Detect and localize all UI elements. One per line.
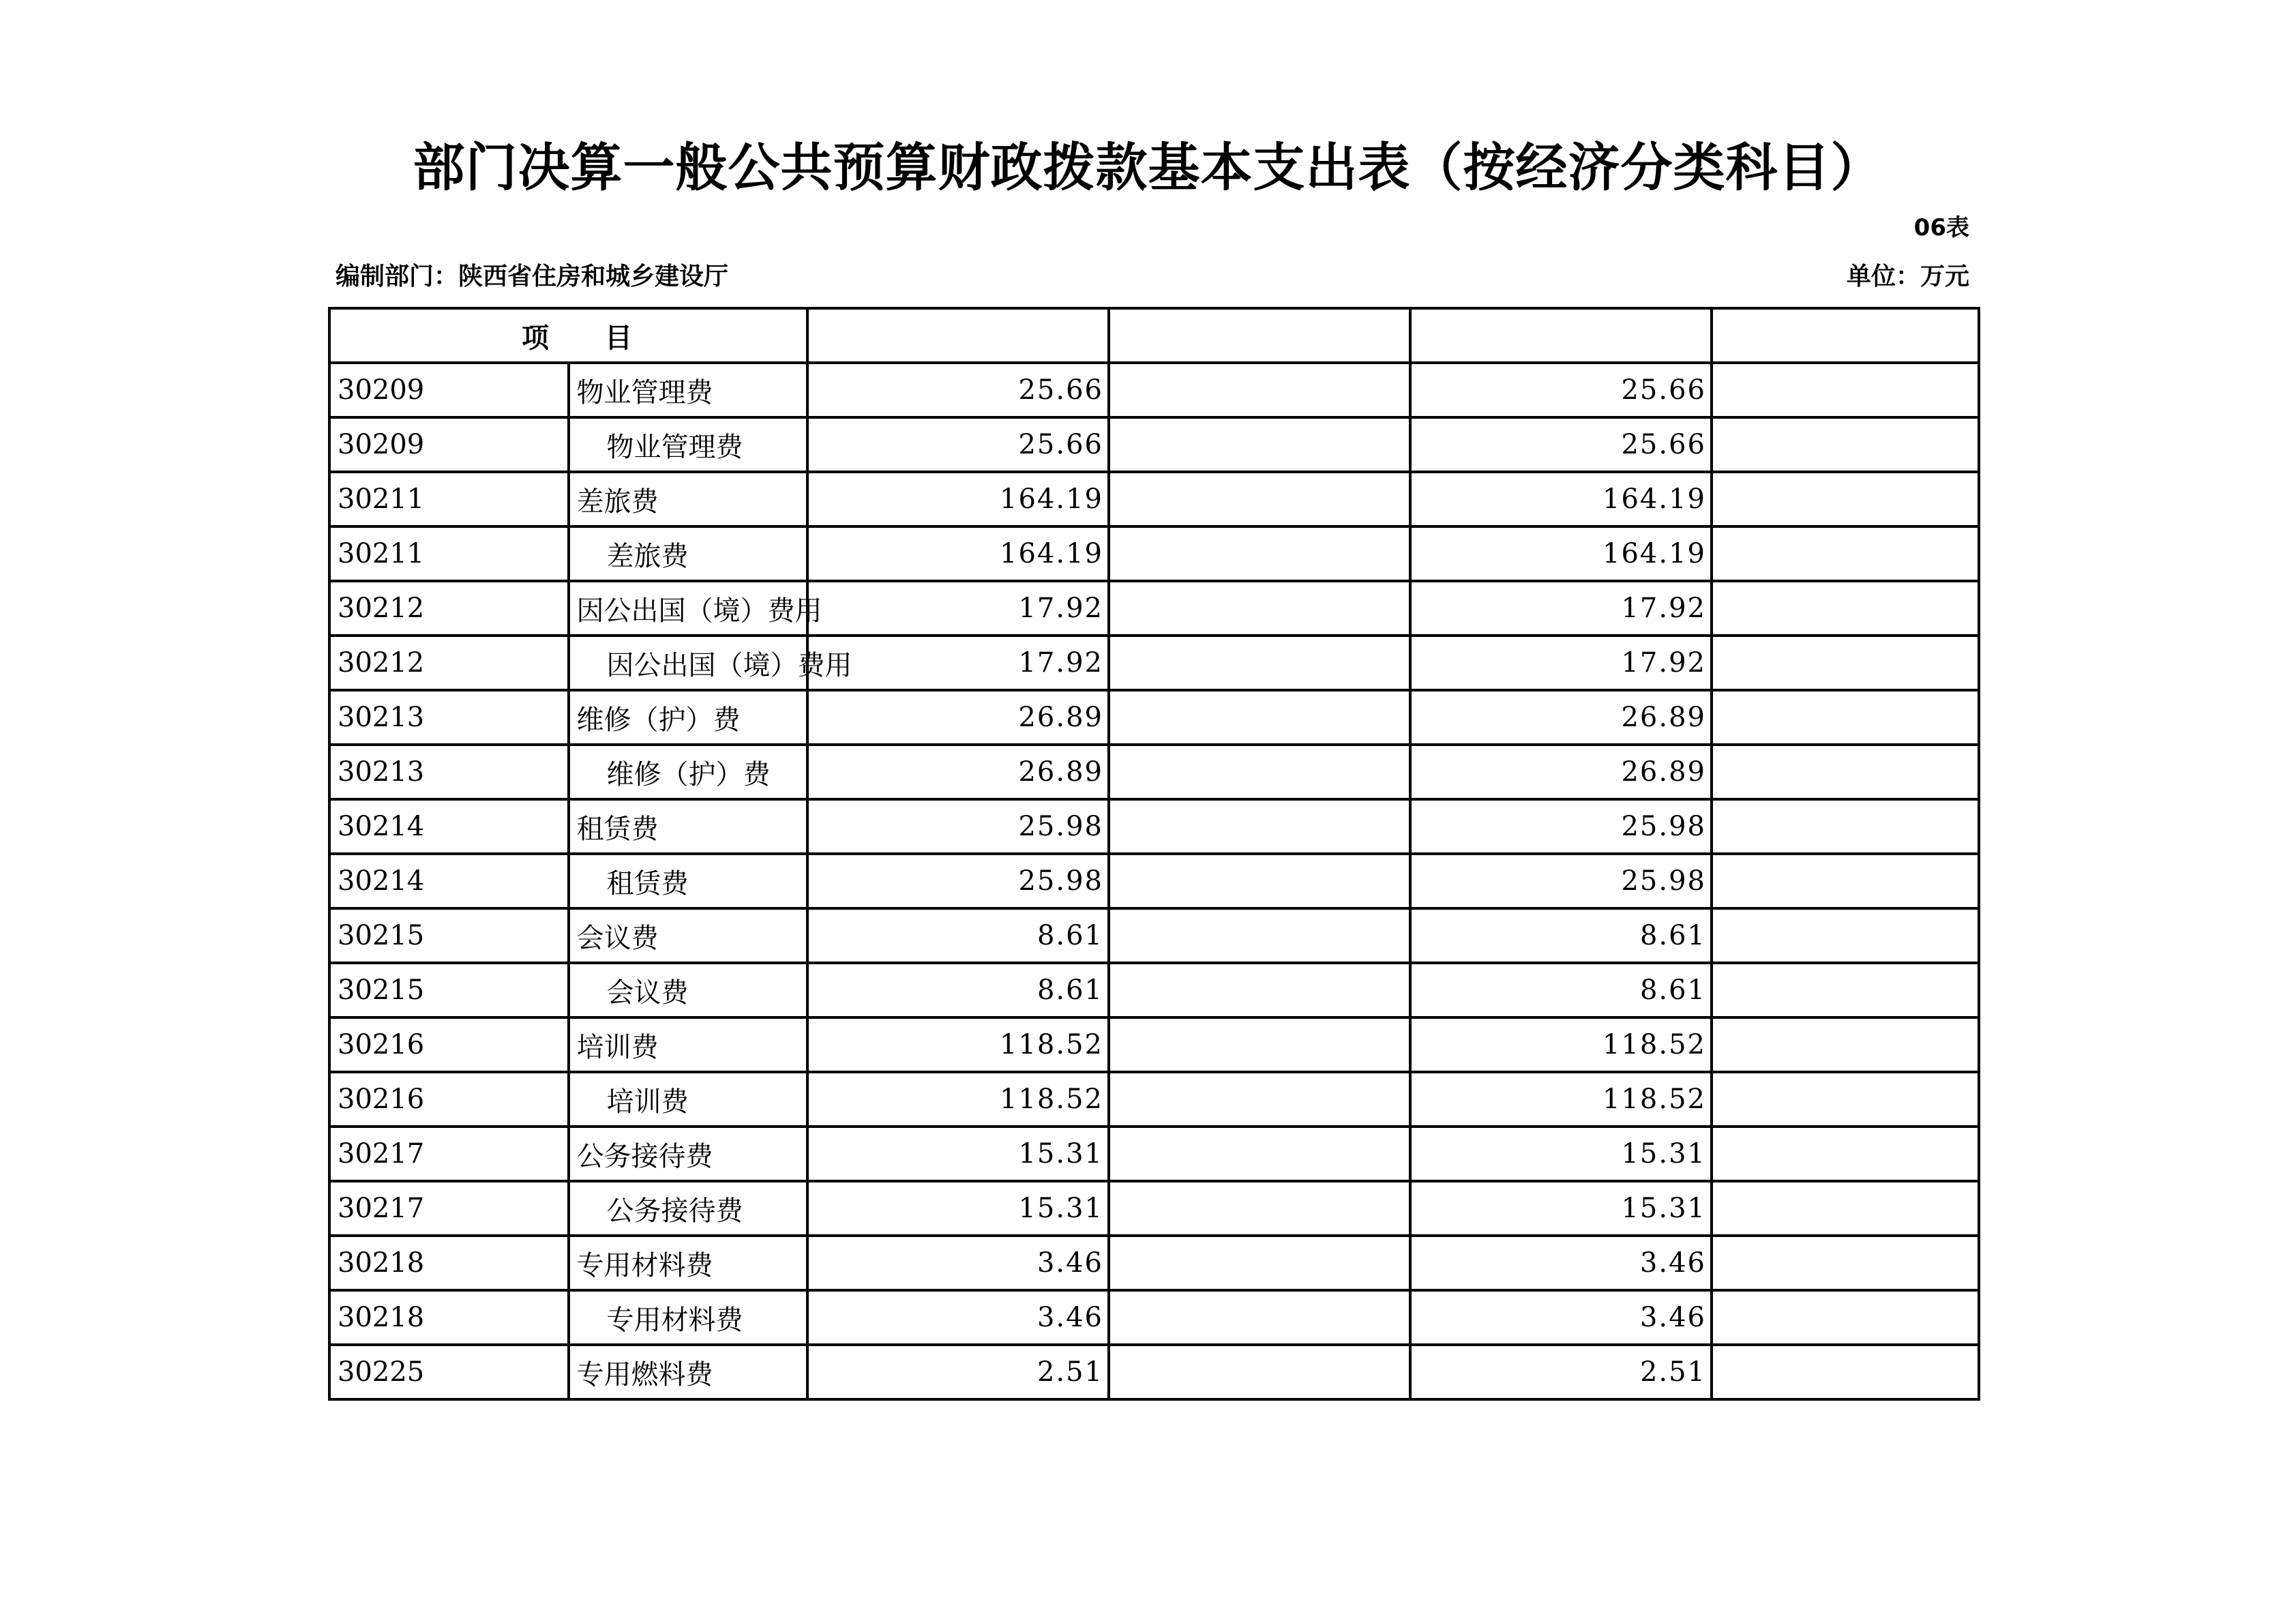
- row-code-cell: 30212: [329, 581, 569, 636]
- row-empty-cell: [1109, 581, 1410, 636]
- header-empty-cell: [1712, 308, 1979, 363]
- row-total-cell: 26.89: [807, 745, 1109, 799]
- row-empty-cell: [1712, 417, 1979, 472]
- row-name-cell: 专用燃料费: [569, 1345, 808, 1399]
- row-value-cell: 17.92: [1410, 636, 1712, 690]
- row-empty-cell: [1109, 1290, 1410, 1345]
- row-value-cell: 164.19: [1410, 472, 1712, 526]
- row-empty-cell: [1712, 799, 1979, 854]
- table-row: [329, 526, 1979, 581]
- department-label: 编制部门：陕西省住房和城乡建设厅: [336, 263, 729, 291]
- table-row: [329, 690, 1979, 745]
- row-code-cell: 30213: [329, 690, 569, 745]
- table-row: [329, 1290, 1979, 1345]
- row-value-cell: 26.89: [1410, 745, 1712, 799]
- row-empty-cell: [1712, 1017, 1979, 1072]
- row-empty-cell: [1109, 526, 1410, 581]
- row-total-cell: 8.61: [807, 908, 1109, 963]
- header-item-label-b: 目: [605, 322, 633, 354]
- row-total-cell: 25.98: [807, 854, 1109, 908]
- row-code-cell: 30215: [329, 908, 569, 963]
- row-empty-cell: [1712, 745, 1979, 799]
- row-code-cell: 30217: [329, 1181, 569, 1236]
- row-empty-cell: [1712, 581, 1979, 636]
- row-total-cell: 17.92: [807, 581, 1109, 636]
- row-empty-cell: [1109, 472, 1410, 526]
- row-empty-cell: [1712, 636, 1979, 690]
- row-name-cell: 租赁费: [569, 799, 808, 854]
- row-empty-cell: [1109, 854, 1410, 908]
- row-total-cell: 25.98: [807, 799, 1109, 854]
- row-total-cell: 118.52: [807, 1017, 1109, 1072]
- row-empty-cell: [1712, 526, 1979, 581]
- table-row: [329, 472, 1979, 526]
- table-number: 06表: [1913, 214, 1969, 241]
- row-empty-cell: [1712, 854, 1979, 908]
- row-total-cell: 164.19: [807, 472, 1109, 526]
- row-name-cell: 专用材料费: [569, 1290, 808, 1345]
- table-row: [329, 1345, 1979, 1399]
- page-title: 部门决算一般公共预算财政拨款基本支出表（按经济分类科目）: [413, 137, 1883, 198]
- row-empty-cell: [1712, 1181, 1979, 1236]
- table-header-row: [329, 308, 1979, 363]
- row-total-cell: 2.51: [807, 1345, 1109, 1399]
- row-value-cell: 8.61: [1410, 963, 1712, 1017]
- table-row: [329, 636, 1979, 690]
- row-name-cell: 公务接待费: [569, 1127, 808, 1181]
- row-name-cell: 公务接待费: [569, 1181, 808, 1236]
- table-row: [329, 581, 1979, 636]
- row-empty-cell: [1712, 908, 1979, 963]
- header-empty-cell: [1109, 308, 1410, 363]
- row-empty-cell: [1109, 745, 1410, 799]
- row-empty-cell: [1712, 472, 1979, 526]
- row-empty-cell: [1109, 1017, 1410, 1072]
- row-total-cell: 3.46: [807, 1290, 1109, 1345]
- row-empty-cell: [1712, 363, 1979, 417]
- table-row: [329, 908, 1979, 963]
- table-row: [329, 799, 1979, 854]
- row-empty-cell: [1109, 799, 1410, 854]
- header-empty-cell: [807, 308, 1109, 363]
- row-empty-cell: [1712, 1290, 1979, 1345]
- row-value-cell: 164.19: [1410, 526, 1712, 581]
- row-value-cell: 25.66: [1410, 363, 1712, 417]
- row-empty-cell: [1109, 963, 1410, 1017]
- row-empty-cell: [1109, 908, 1410, 963]
- row-code-cell: 30218: [329, 1290, 569, 1345]
- row-empty-cell: [1712, 963, 1979, 1017]
- row-empty-cell: [1109, 690, 1410, 745]
- header-item-label-a: 项: [522, 322, 550, 354]
- row-total-cell: 15.31: [807, 1181, 1109, 1236]
- row-name-cell: 会议费: [569, 908, 808, 963]
- row-empty-cell: [1712, 1072, 1979, 1127]
- table-row: [329, 363, 1979, 417]
- table-row: [329, 1127, 1979, 1181]
- row-name-cell: 维修（护）费: [569, 745, 808, 799]
- row-empty-cell: [1109, 636, 1410, 690]
- row-code-cell: 30211: [329, 526, 569, 581]
- header-item-cell: [329, 308, 807, 363]
- row-name-cell: 培训费: [569, 1072, 808, 1127]
- row-total-cell: 25.66: [807, 363, 1109, 417]
- row-total-cell: 8.61: [807, 963, 1109, 1017]
- row-name-cell: 差旅费: [569, 526, 808, 581]
- row-empty-cell: [1109, 1072, 1410, 1127]
- row-code-cell: 30216: [329, 1072, 569, 1127]
- row-name-cell: 维修（护）费: [569, 690, 808, 745]
- table-row: [329, 1017, 1979, 1072]
- row-value-cell: 25.66: [1410, 417, 1712, 472]
- row-name-cell: 培训费: [569, 1017, 808, 1072]
- row-code-cell: 30213: [329, 745, 569, 799]
- row-value-cell: 15.31: [1410, 1181, 1712, 1236]
- unit-label: 单位：万元: [1846, 263, 1969, 291]
- table-row: [329, 417, 1979, 472]
- row-total-cell: 3.46: [807, 1236, 1109, 1290]
- table-row: [329, 1072, 1979, 1127]
- row-code-cell: 30209: [329, 363, 569, 417]
- row-value-cell: 3.46: [1410, 1236, 1712, 1290]
- row-empty-cell: [1109, 417, 1410, 472]
- row-empty-cell: [1712, 690, 1979, 745]
- row-total-cell: 26.89: [807, 690, 1109, 745]
- row-empty-cell: [1712, 1345, 1979, 1399]
- row-code-cell: 30217: [329, 1127, 569, 1181]
- row-empty-cell: [1109, 1181, 1410, 1236]
- row-code-cell: 30212: [329, 636, 569, 690]
- row-total-cell: 118.52: [807, 1072, 1109, 1127]
- table-row: [329, 1236, 1979, 1290]
- table-row: [329, 963, 1979, 1017]
- row-empty-cell: [1712, 1236, 1979, 1290]
- row-empty-cell: [1109, 363, 1410, 417]
- row-value-cell: 118.52: [1410, 1072, 1712, 1127]
- row-empty-cell: [1109, 1127, 1410, 1181]
- row-total-cell: 164.19: [807, 526, 1109, 581]
- row-code-cell: 30209: [329, 417, 569, 472]
- row-value-cell: 25.98: [1410, 799, 1712, 854]
- row-value-cell: 8.61: [1410, 908, 1712, 963]
- row-total-cell: 17.92: [807, 636, 1109, 690]
- row-value-cell: 17.92: [1410, 581, 1712, 636]
- row-name-cell: 会议费: [569, 963, 808, 1017]
- row-code-cell: 30218: [329, 1236, 569, 1290]
- table-row: [329, 745, 1979, 799]
- row-code-cell: 30216: [329, 1017, 569, 1072]
- row-name-cell: 租赁费: [569, 854, 808, 908]
- table-row: [329, 1181, 1979, 1236]
- row-code-cell: 30214: [329, 854, 569, 908]
- row-empty-cell: [1712, 1127, 1979, 1181]
- row-value-cell: 15.31: [1410, 1127, 1712, 1181]
- row-value-cell: 3.46: [1410, 1290, 1712, 1345]
- row-code-cell: 30211: [329, 472, 569, 526]
- row-name-cell: 因公出国（境）费用: [569, 581, 808, 636]
- row-name-cell: 物业管理费: [569, 363, 808, 417]
- row-empty-cell: [1109, 1236, 1410, 1290]
- row-value-cell: 118.52: [1410, 1017, 1712, 1072]
- row-code-cell: 30225: [329, 1345, 569, 1399]
- row-code-cell: 30215: [329, 963, 569, 1017]
- row-name-cell: 因公出国（境）费用: [569, 636, 808, 690]
- row-value-cell: 2.51: [1410, 1345, 1712, 1399]
- row-value-cell: 25.98: [1410, 854, 1712, 908]
- table-row: [329, 854, 1979, 908]
- row-empty-cell: [1109, 1345, 1410, 1399]
- row-code-cell: 30214: [329, 799, 569, 854]
- row-name-cell: 物业管理费: [569, 417, 808, 472]
- row-total-cell: 15.31: [807, 1127, 1109, 1181]
- expenditure-table: [328, 307, 1980, 1401]
- row-name-cell: 差旅费: [569, 472, 808, 526]
- row-total-cell: 25.66: [807, 417, 1109, 472]
- header-empty-cell: [1410, 308, 1712, 363]
- row-value-cell: 26.89: [1410, 690, 1712, 745]
- row-name-cell: 专用材料费: [569, 1236, 808, 1290]
